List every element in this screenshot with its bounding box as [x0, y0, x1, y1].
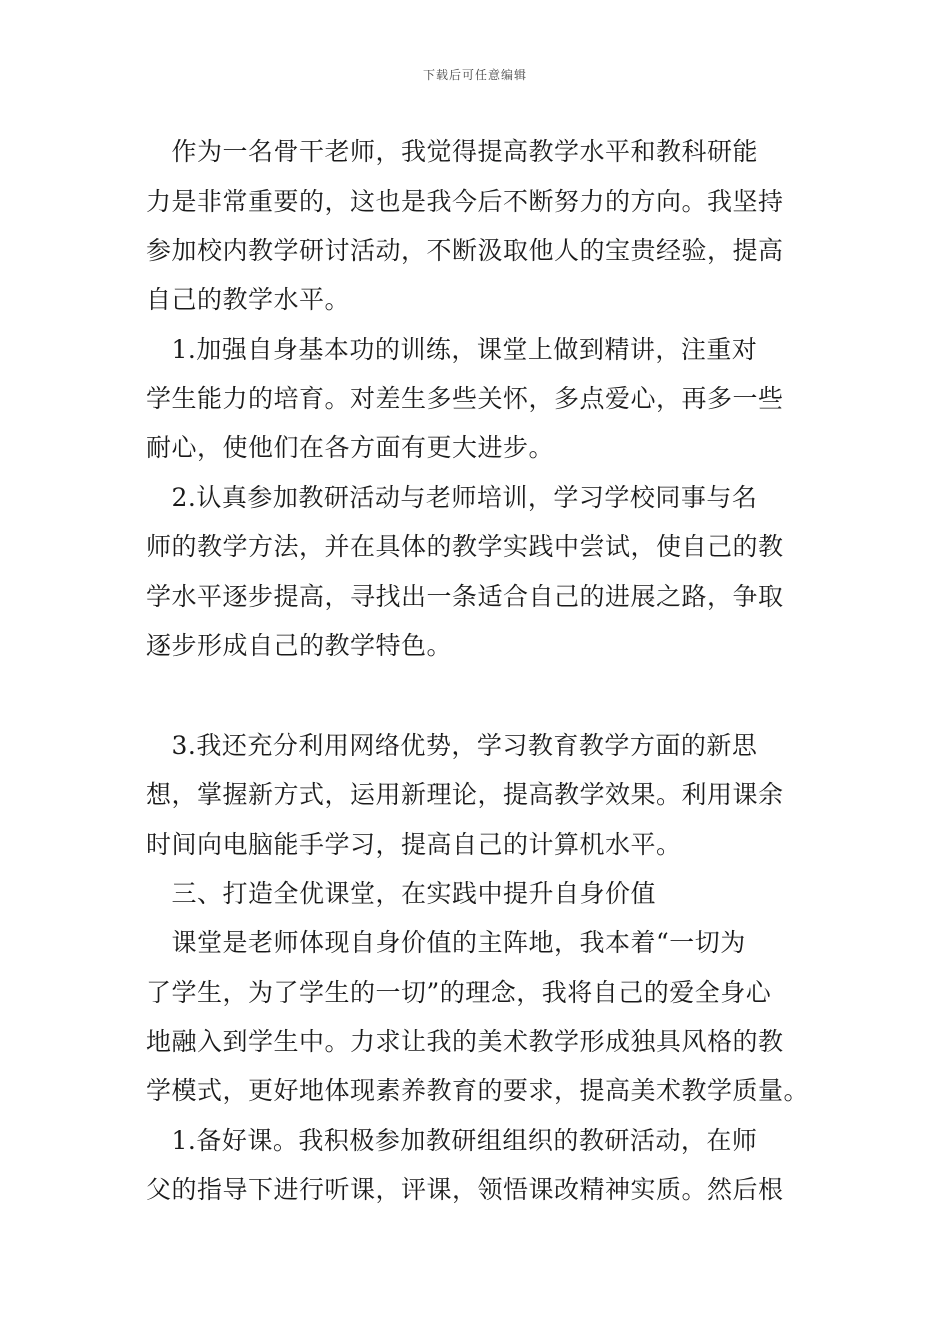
text-line: 三、打造全优课堂，在实践中提升自身价值 — [146, 879, 657, 908]
text-line: 逐步形成自己的教学特色。 — [146, 631, 453, 660]
text-line: 力是非常重要的，这也是我今后不断努力的方向。我坚持 — [146, 187, 784, 216]
text-line: 3.我还充分利用网络优势，学习教育教学方面的新思 — [146, 731, 758, 760]
text-line: 参加校内教学研讨活动，不断汲取他人的宝贵经验，提高 — [146, 236, 784, 265]
text-line: 学模式，更好地体现素养教育的要求，提高美术教学质量。 — [146, 1076, 810, 1105]
text-line: 地融入到学生中。力求让我的美术教学形成独具风格的教 — [146, 1027, 784, 1056]
text-line: 学生能力的培育。对差生多些关怀，多点爱心，再多一些 — [146, 384, 784, 413]
text-line: 作为一名骨干老师，我觉得提高教学水平和教科研能 — [146, 137, 759, 166]
text-line: 2.认真参加教研活动与老师培训，学习学校同事与名 — [146, 483, 758, 512]
text-line: 师的教学方法，并在具体的教学实践中尝试，使自己的教 — [146, 532, 784, 561]
text-line: 时间向电脑能手学习，提高自己的计算机水平。 — [146, 830, 682, 859]
text-line: 父的指导下进行听课，评课，领悟课改精神实质。然后根 — [146, 1175, 784, 1204]
text-line: 1.备好课。我积极参加教研组组织的教研活动，在师 — [146, 1126, 758, 1155]
text-line: 耐心，使他们在各方面有更大进步。 — [146, 433, 555, 462]
text-line: 1.加强自身基本功的训练，课堂上做到精讲，注重对 — [146, 335, 758, 364]
page-header: 下载后可任意编辑 — [422, 68, 527, 82]
text-line: 了学生，为了学生的一切”的理念，我将自己的爱全身心 — [146, 978, 772, 1007]
text-line: 想，掌握新方式，运用新理论，提高教学效果。利用课余 — [146, 780, 784, 809]
text-line: 学水平逐步提高，寻找出一条适合自己的进展之路，争取 — [146, 582, 784, 611]
text-line: 课堂是老师体现自身价值的主阵地，我本着“一切为 — [146, 928, 746, 957]
text-line: 自己的教学水平。 — [146, 285, 351, 314]
